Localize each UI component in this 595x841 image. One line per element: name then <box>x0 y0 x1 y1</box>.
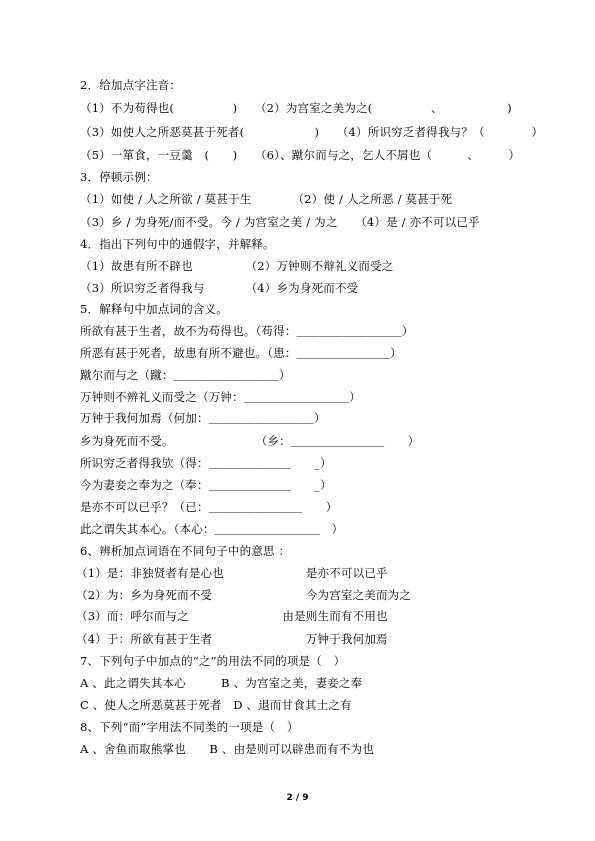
q3-item-3-4: （3）乡 / 为身死/而不受。今 / 为宫室之美 / 为之 （4）是 / 亦不可以已乎 <box>80 215 480 229</box>
q5-heading: 5．解释句中加点词的含义。 <box>80 302 228 316</box>
q6-item-yu: （4）于：所欲有甚于生者 万钟于我何加焉 <box>76 632 388 646</box>
q5-item-de: 所识穷乏者得我欤（得：＿＿＿＿＿＿＿ _） <box>80 456 332 470</box>
q4-heading: 4．指出下列句中的通假字，并解释。 <box>80 237 275 251</box>
q6-item-er: （3）而：呼尔而与之 由是则生而有不用也 <box>76 609 388 623</box>
q2-item-5-6: （5）一箪食，一豆羹 ( ) （6）、蹴尔而与之，乞人不屑也（ 、 ） <box>80 148 521 162</box>
q6-item-shi: （1）是：非独贤者有是心也 是亦不可以已乎 <box>76 566 388 580</box>
q5-item-yi: 是亦不可以已乎？（已：＿＿＿＿＿＿＿＿ ） <box>80 500 338 514</box>
q2-heading: 2．给加点字注音： <box>80 78 182 92</box>
q5-item-feng: 今为妻妾之奉为之（奉：＿＿＿＿＿＿＿ _） <box>80 478 332 492</box>
page-number: 2 / 9 <box>286 793 309 803</box>
q2-item-1-2: （1）不为苟得也( ) （2）为宫室之美为之( 、 ) <box>80 101 512 115</box>
q6-item-wei: （2）为：乡为身死而不受 今为宫室之美而为之 <box>76 588 412 602</box>
q4-item-3-4: （3）所识穷乏者得我与 （4）乡为身死而不受 <box>80 281 359 295</box>
q5-item-goude: 所欲有甚于生者，故不为苟得也。（苟得：＿＿＿＿＿＿＿＿＿） <box>80 324 414 338</box>
q7-options-cd: C 、使人之所恶莫甚于死者 D 、退而甘食其土之有 <box>80 698 352 712</box>
q3-heading: 3．停顿示例： <box>80 170 158 184</box>
q4-item-1-2: （1）故患有所不辟也 （2）万钟则不辩礼义而受之 <box>80 259 394 273</box>
q5-item-benxin: 此之谓失其本心。（本心：＿＿＿＿＿＿＿＿＿ ） <box>80 522 344 536</box>
q5-item-huan: 所恶有甚于死者，故患有所不避也。（患：＿＿＿＿＿＿＿＿） <box>80 346 402 360</box>
q8-options-ab: A 、舍鱼而取熊掌也 B 、由是则可以辟患而有不为也 <box>80 742 374 756</box>
q8-heading: 8、下列“而”字用法不同类的一项是（ ） <box>80 720 299 734</box>
q5-item-hejia: 万钟于我何加焉（何加：＿＿＿＿＿＿＿＿＿） <box>80 411 326 425</box>
q3-item-1-2: （1）如使 / 人之所欲 / 莫甚于生 （2）使 / 人之所恶 / 莫甚于死 <box>80 192 453 206</box>
q5-item-wanzhong: 万钟则不辨礼义而受之（万钟：＿＿＿＿＿＿＿＿＿） <box>80 390 361 404</box>
q7-heading: 7、下列句子中加点的“之”的用法不同的项是（ ） <box>80 654 346 668</box>
q7-options-ab: A 、此之谓失其本心 B 、为宫室之美，妻妾之奉 <box>80 676 363 690</box>
q5-item-xiang: 乡为身死而不受。 （乡：＿＿＿＿＿＿＿＿ ） <box>80 434 420 448</box>
q2-item-3-4: （3）如使人之所恶莫甚于死者( ) （4）所识穷乏者得我与？（ ） <box>80 125 544 139</box>
q5-item-cu: 蹴尔而与之（蹴：＿＿＿＿＿＿＿＿＿） <box>80 368 291 382</box>
q6-heading: 6、辨析加点词语在不同句子中的意思 ： <box>80 544 291 558</box>
